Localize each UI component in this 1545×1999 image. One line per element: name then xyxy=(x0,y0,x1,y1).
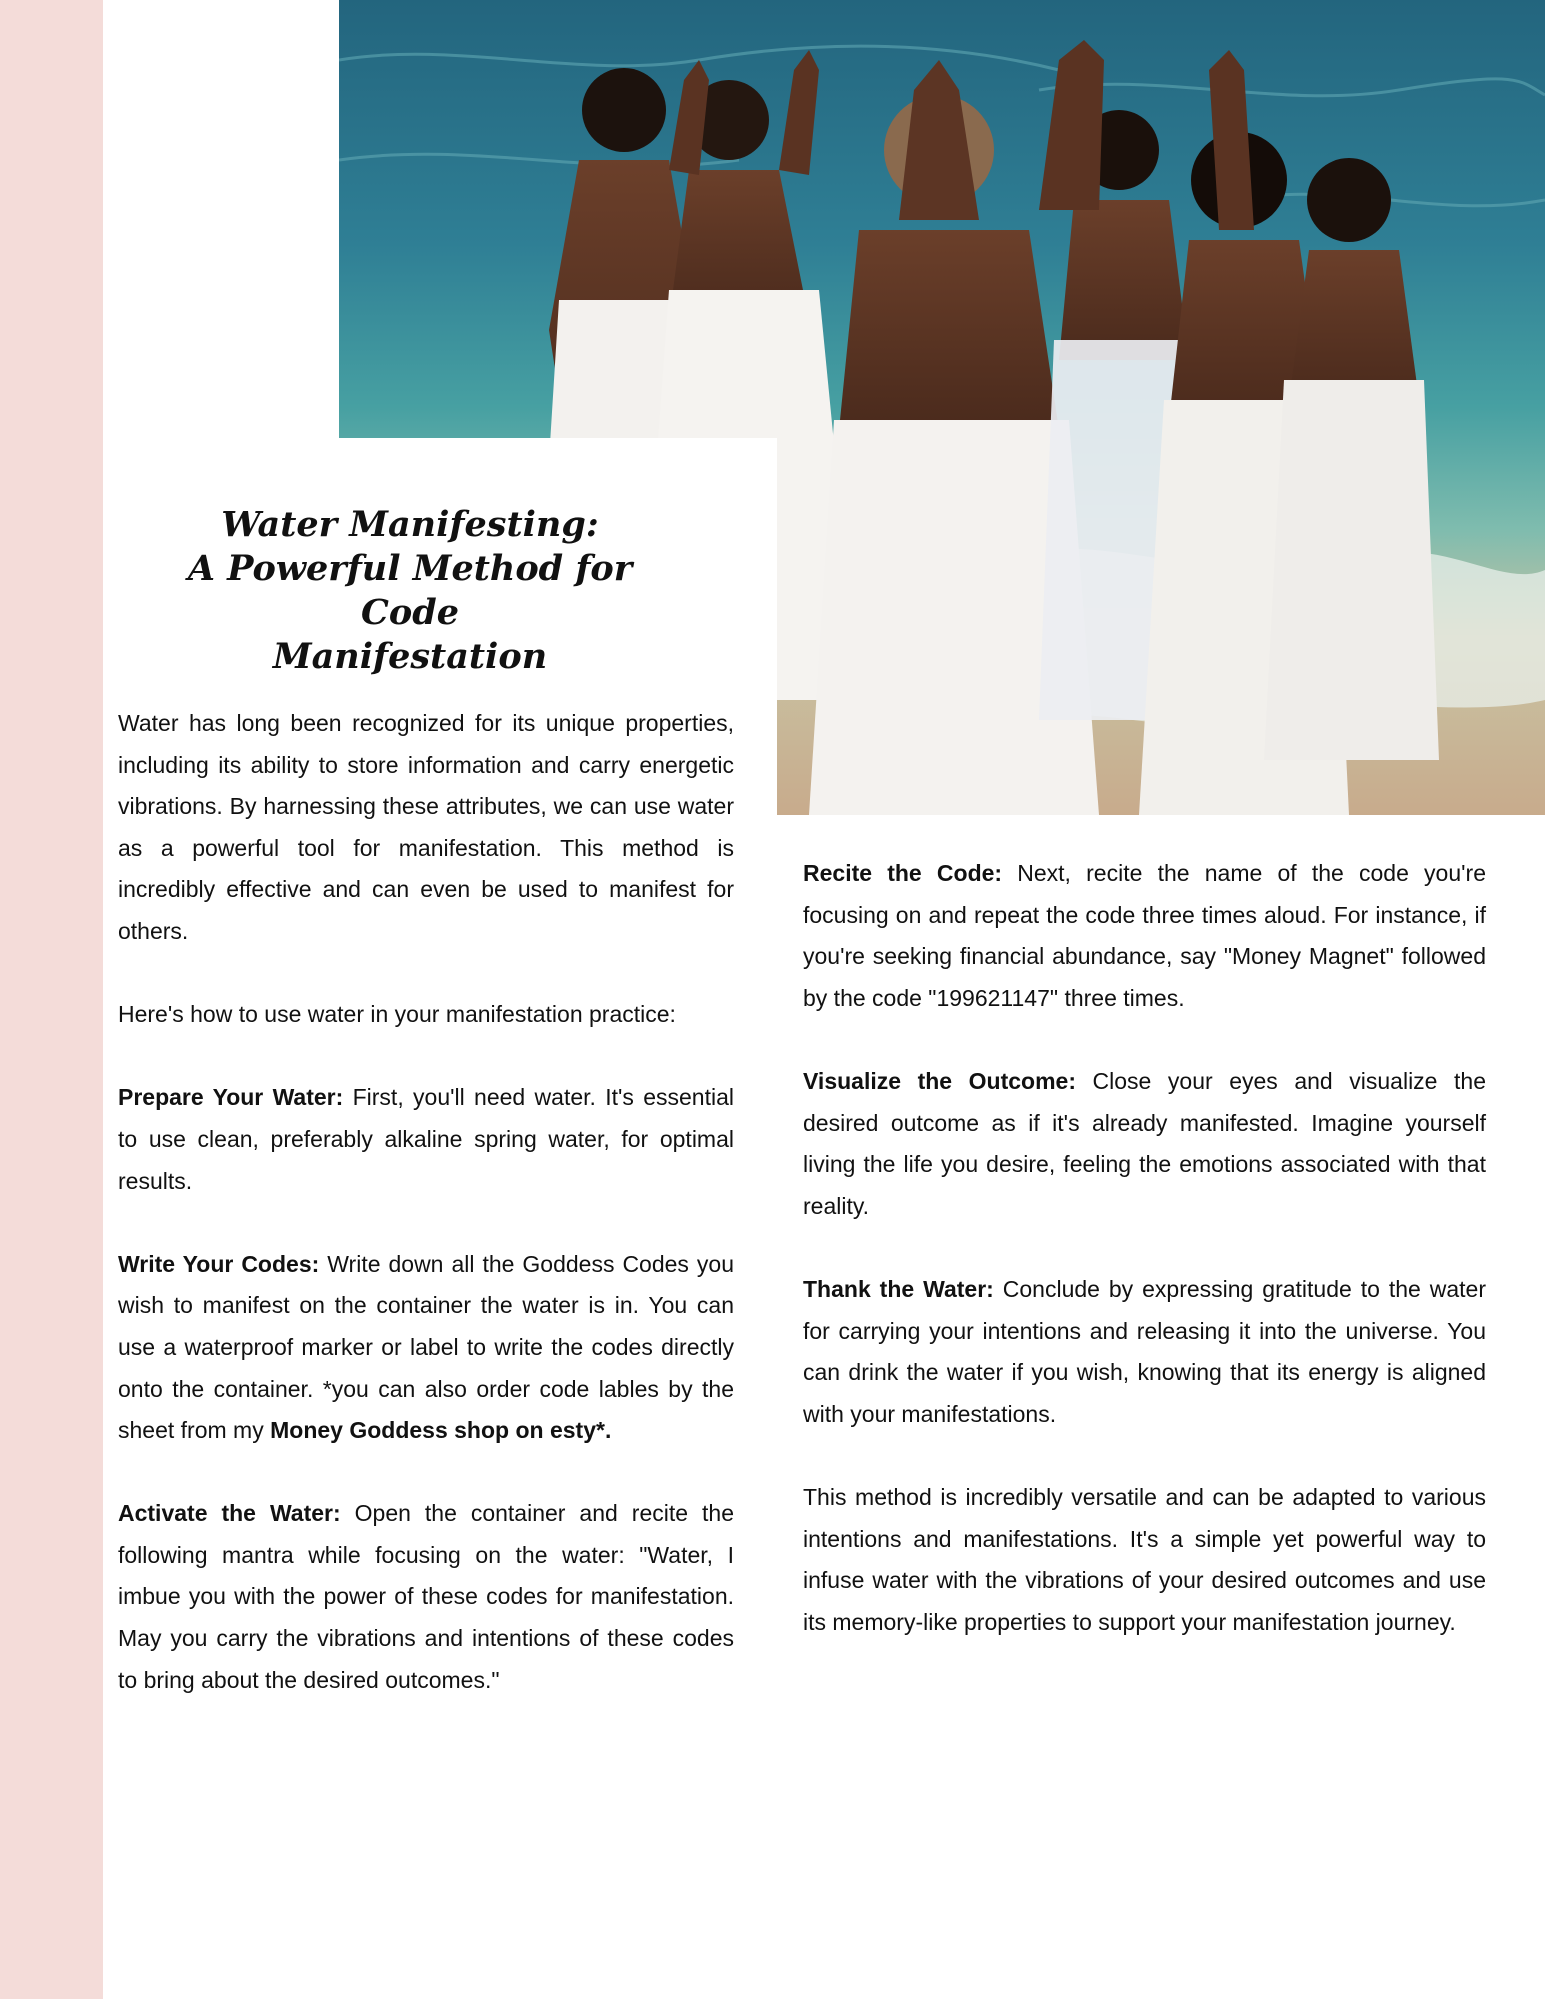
step-body: Close your eyes and visualize the desired outcome as if it's already manifested. Imagine yourself living the life you desire, feeling the emotions associated with that reality. xyxy=(803,1067,1487,1219)
step-prepare-water xyxy=(118,1077,734,1202)
step-heading: Activate the Water: xyxy=(118,1500,341,1527)
step-heading: Recite the Code: xyxy=(803,860,1003,886)
closing-paragraph: This method is incredibly versatile and can be adapted to various intentions and manifestations. It's a simple yet powerful way to infuse water with the vibrations of your desired outcomes and use its memory-like properties to support your manifestation journey. xyxy=(803,1483,1486,1635)
step-body: Conclude by expressing gratitude to the water for carrying your intentions and releasing it into the universe. You can drink the water if you wish, knowing that its energy is aligned with your manifestations. xyxy=(803,1275,1486,1427)
step-body: Next, recite the name of the code you're focusing on and repeat the code three times aloud. For instance, if you're seeking financial abundance, say "Money Magnet" followed by the code "199621147" three times. xyxy=(803,860,1486,1011)
step-activate-water xyxy=(118,1493,734,1701)
step-body: Open the container and recite the following mantra while focusing on the water: "Water, I imbue you with the power of these codes for manifestation. May you carry the vibrations and intentions of these codes to bring about the desired outcomes." xyxy=(118,1500,734,1693)
left-text-column xyxy=(118,703,734,1743)
side-accent-strip xyxy=(0,0,103,1999)
title-line-3: Manifestation xyxy=(272,636,548,677)
title-line-2: A Powerful Method for Code xyxy=(187,548,633,633)
howto-paragraph: Here's how to use water in your manifestation practice: xyxy=(118,1001,676,1028)
step-heading: Thank the Water: xyxy=(803,1275,994,1302)
step-heading: Visualize the Outcome: xyxy=(803,1067,1076,1094)
intro-paragraph: Water has long been recognized for its unique properties, including its ability to store information and carry energetic vibrations. By harnessing these attributes, we can use water as a powerful tool for manifestation. This method is incredibly effective and can even be used to manifest for others. xyxy=(118,710,734,944)
title-line-1: Water Manifesting: xyxy=(221,504,599,545)
step-body: First, you'll need water. It's essential to use clean, preferably alkaline spring water, for optimal results. xyxy=(118,1084,734,1194)
step-thank-water xyxy=(803,1269,1486,1435)
step-write-codes xyxy=(118,1244,734,1452)
page-title xyxy=(140,503,680,679)
step-body: Write down all the Goddess Codes you wish to manifest on the container the water is in. You can use a waterproof marker or label to write the codes directly onto the container. *you can also order code lables by the sheet from my xyxy=(118,1250,734,1444)
shop-reference: Money Goddess shop on esty*. xyxy=(270,1417,612,1444)
right-text-column xyxy=(803,853,1486,1685)
step-visualize-outcome xyxy=(803,1061,1486,1227)
step-heading: Prepare Your Water: xyxy=(118,1084,344,1111)
step-recite-code xyxy=(803,853,1486,1019)
step-heading: Write Your Codes: xyxy=(118,1250,320,1277)
